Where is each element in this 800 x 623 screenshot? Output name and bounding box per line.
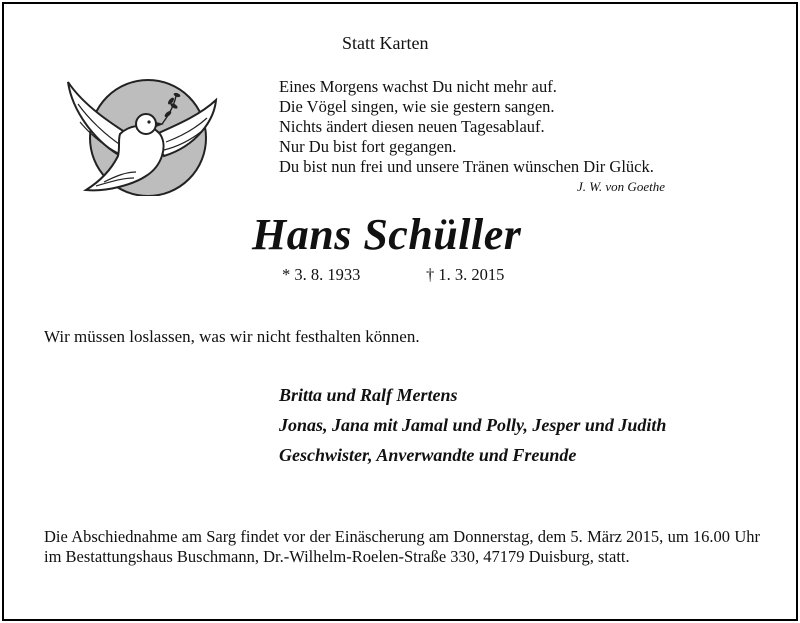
poem-author: J. W. von Goethe [577, 179, 665, 194]
mourner-line: Britta und Ralf Mertens [279, 385, 458, 405]
poem [279, 77, 654, 177]
mourner-line: Jonas, Jana mit Jamal und Polly, Jesper und Judith [279, 415, 667, 435]
mourner-line: Geschwister, Anverwandte und Freunde [279, 445, 577, 465]
farewell-service-notice: Die Abschiednahme am Sarg findet vor der Einäscherung am Donnerstag, dem 5. März 2015, um 16.00 Uhr im Bestattungshaus Buschmann, Dr.-Wilhelm-Roelen-Straße 330, 47179 Duisburg, statt. [44, 527, 760, 566]
dove-with-olive-branch-icon [64, 76, 224, 196]
poem-line: Du bist nun frei und unsere Tränen wünschen Dir Glück. [279, 157, 654, 176]
mourners-list [279, 380, 666, 470]
obituary-notice [2, 2, 798, 621]
birth-date: * 3. 8. 1933 [282, 265, 361, 284]
death-date: † 1. 3. 2015 [426, 265, 505, 284]
poem-line: Nichts ändert diesen neuen Tagesablauf. [279, 117, 545, 136]
deceased-name: Hans Schüller [252, 210, 522, 259]
poem-line: Die Vögel singen, wie sie gestern sangen. [279, 97, 555, 116]
header-statt-karten: Statt Karten [342, 33, 429, 53]
farewell-quote: Wir müssen loslassen, was wir nicht festhalten können. [44, 327, 420, 346]
poem-line: Eines Morgens wachst Du nicht mehr auf. [279, 77, 557, 96]
poem-line: Nur Du bist fort gegangen. [279, 137, 457, 156]
